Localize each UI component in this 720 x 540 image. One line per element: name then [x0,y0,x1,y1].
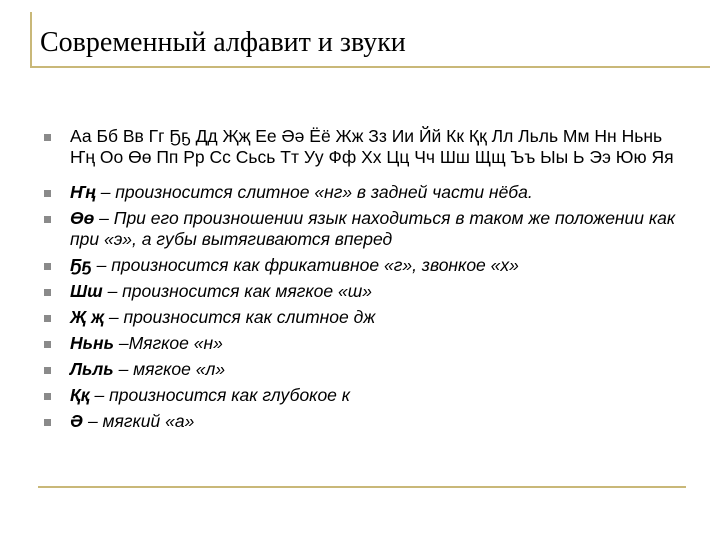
list-item-alphabet [40,126,680,168]
list-item [40,307,680,328]
list-item [40,333,680,354]
letter-term: Ҕҕ [70,255,92,275]
square-bullet-icon [44,367,51,374]
list-item [40,385,680,406]
page-title: Современный алфавит и звуки [40,27,406,58]
list-item [40,359,680,380]
list-item [40,255,680,276]
square-bullet-icon [44,341,51,348]
square-bullet-icon [44,315,51,322]
letter-description: –Мягкое «н» [114,333,223,353]
letter-description: – произносится как фрикативное «г», звонкое «х» [91,255,519,275]
square-bullet-icon [44,263,51,270]
square-bullet-icon [44,216,51,223]
letter-term: Өө [70,208,95,228]
list-item [40,411,680,432]
letter-description: – произносится как глубокое к [89,385,351,405]
letter-term: Льль [70,359,114,379]
letter-term: Җ җ [70,307,104,327]
list-item [40,208,680,250]
letter-term: Ә [70,411,84,431]
square-bullet-icon [44,419,51,426]
content-list [40,126,680,437]
letter-description: – произносится слитное «нг» в задней части нёба. [95,182,533,202]
footer-divider-line [38,486,686,488]
title-accent-line-horizontal [30,66,710,68]
letter-term: Ҥң [70,182,96,202]
square-bullet-icon [44,393,51,400]
alphabet-text: Аа Бб Вв Гг Ҕҕ Дд Җҗ Ее Әә Ёё Жж Зз Ии Йй Кк Ққ Лл Льль Мм Нн Ньнь Ҥң Оо Өө Пп Рр Сс Сьсь Тт Уу Фф Хх Цц Чч Шш Щщ Ъъ Ыы Ь Ээ Юю Яя [70,126,674,167]
letter-description: – произносится как слитное дж [103,307,376,327]
letter-description: – произносится как мягкое «ш» [102,281,372,301]
square-bullet-icon [44,289,51,296]
letter-description: – мягкий «а» [83,411,195,431]
list-item [40,281,680,302]
list-item [40,182,680,203]
letter-term: Шш [70,281,103,301]
square-bullet-icon [44,190,51,197]
title-accent-line-vertical [30,12,32,66]
letter-description: – При его произношении язык находиться в таком же положении как при «э», а губы вытягиваются вперед [70,208,676,249]
square-bullet-icon [44,134,51,141]
letter-term: Ққ [70,385,90,405]
letter-description: – мягкое «л» [113,359,226,379]
letter-term: Ньнь [70,333,114,353]
